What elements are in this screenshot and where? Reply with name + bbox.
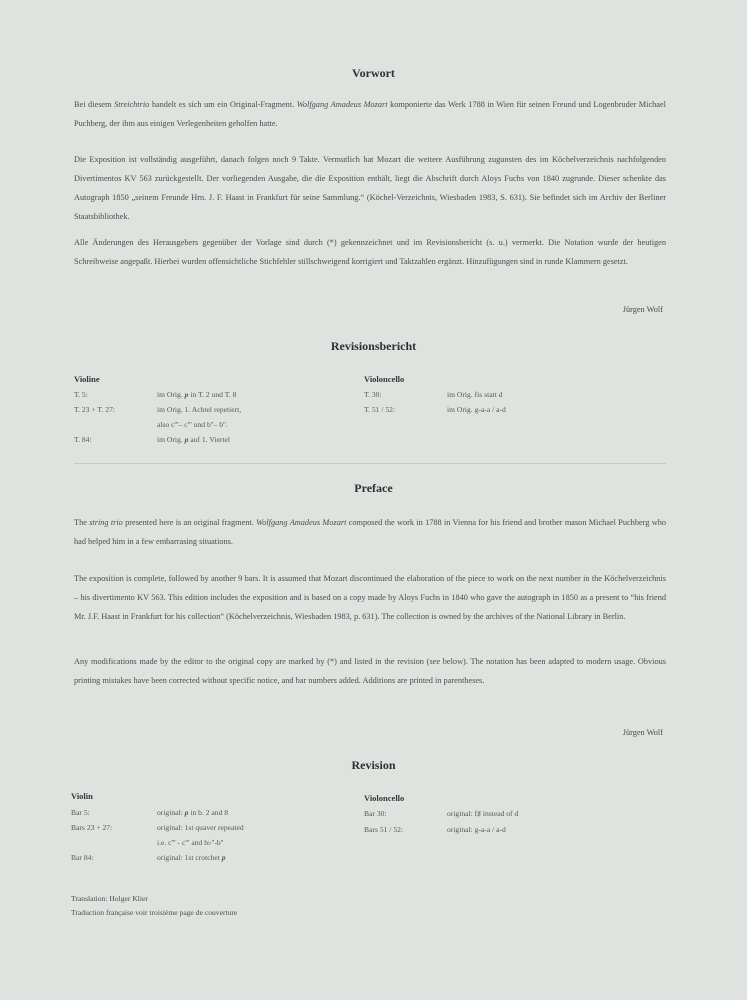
english-paragraph-1: The string trio presented here is an original fragment. Wolfgang Amadeus Mozart composed the work in 1788 in Vienna for his friend and brother mason Michael Puchberg who had helped him in a few embarrasing situations. <box>74 518 666 546</box>
revision-heading: Revision <box>351 758 396 772</box>
english-paragraph-2: The exposition is complete, followed by another 9 bars. It is assumed that Mozart discontinued the elaboration of the piece to work on the next number in the Köchelverzeichnis – his divertimento KV 563. This edition includes the exposition and is based on a copy made by Aloys Fuchs in 1840 who gave the autograph in 1850 as a present to “his friend Mr. J.F. Haast in Frankfurt for his collection” (Köchelverzeichnis, Wiesbaden 1983, p. 631). The collection is owned by the archives of the National Library in Berlin. <box>74 574 666 621</box>
revision-note: original: f♯ instead of d <box>447 809 519 818</box>
violin-heading: Violin <box>71 791 93 801</box>
revision-note: im Orig. p in T. 2 und T. 8 <box>157 390 237 399</box>
revision-note: original: 1st quaver repeated <box>157 823 244 832</box>
revision-bar: T. 51 / 52: <box>364 405 396 414</box>
revisionsbericht-heading: Revisionsbericht <box>330 339 417 353</box>
german-paragraph-2: Die Exposition ist vollständig ausgeführt, danach folgen noch 9 Takte. Vermutlich hat Mozart die weitere Ausführung zugunsten des im Köchelverzeichnis nachfolgenden Divertimentos KV 563 zurückgestellt. Der vorliegenden Ausgabe, die die Exposition enthält, liegt die Abschrift durch Aloys Fuchs von 1840 zugrunde. Dieser schenkte das Autograph 1850 „seinem Freunde Hrn. J. F. Haast in Frankfurt für seine Sammlung.“ (Köchel-Verzeichnis, Wiesbaden 1983, S. 631). Sie befindet sich im Archiv der Berliner Staatsbibliothek. <box>74 155 666 221</box>
revision-note: i.e. c''' - c''' and b♭''-b'' <box>157 838 224 847</box>
french-translation-note: Traduction française voir troisième page de couverture <box>71 908 238 917</box>
violoncello-heading-en: Violoncello <box>364 793 405 803</box>
revision-bar: T. 30: <box>364 390 382 399</box>
revision-bar: T. 5: <box>74 390 88 399</box>
revision-bar: Bars 51 / 52: <box>364 825 404 834</box>
revision-bar: Bar 5: <box>71 808 90 817</box>
revision-bar: T. 23 + T. 27: <box>74 405 115 414</box>
revision-note: also c'''– c''' und b''– b''. <box>157 420 228 429</box>
revision-note: original: p in b. 2 and 8 <box>157 808 229 817</box>
revision-bar: Bar 84: <box>71 853 94 862</box>
violine-heading: Violine <box>74 374 100 384</box>
revision-note: im Orig. fis statt d <box>447 390 503 399</box>
german-paragraph-3: Alle Änderungen des Herausgebers gegenüber der Vorlage sind durch (*) gekennzeichnet und im Revisionsbericht (s. u.) vermerkt. Die Notation wurde der heutigen Schreibweise angepaßt. Hierbei wurden offensichtliche Stichfehler stillschweigend korrigiert und Taktzahlen ergänzt. Hinzufügungen sind in runde Klammern gesetzt. <box>74 238 666 266</box>
revision-bar: T. 84: <box>74 435 92 444</box>
revision-note: im Orig. p auf 1. Viertel <box>157 435 231 444</box>
german-signature: Jürgen Wolf <box>622 305 663 314</box>
vorwort-heading: Vorwort <box>352 66 395 80</box>
english-signature: Jürgen Wolf <box>622 728 663 737</box>
revision-bar: Bars 23 + 27: <box>71 823 113 832</box>
violoncello-heading: Violoncello <box>364 374 405 384</box>
german-paragraph-1: Bei diesem Streichtrio handelt es sich um ein Original-Fragment. Wolfgang Amadeus Mozart komponierte das Werk 1788 in Wien für seinen Freund und Logenbruder Michael Puchberg, der ihm aus einigen Verlegenheiten geholfen hatte. <box>74 100 666 128</box>
translation-credit: Translation: Holger Klier <box>71 894 148 903</box>
revision-note: im Orig. g-a-a / a-d <box>447 405 506 414</box>
preface-heading: Preface <box>354 481 393 495</box>
revision-note: original: 1st crotchet p <box>157 853 226 862</box>
section-divider <box>74 463 666 464</box>
revision-note: im Orig. 1. Achtel repetiert, <box>157 405 242 414</box>
revision-note: original: g-a-a / a-d <box>447 825 506 834</box>
revision-bar: Bar 30: <box>364 809 387 818</box>
english-paragraph-3: Any modifications made by the editor to the original copy are marked by (*) and listed in the revision (see below). The notation has been adapted to modern usage. Obvious printing mistakes have been corrected without specific notice, and bar numbers added. Additions are printed in parentheses. <box>74 657 666 685</box>
